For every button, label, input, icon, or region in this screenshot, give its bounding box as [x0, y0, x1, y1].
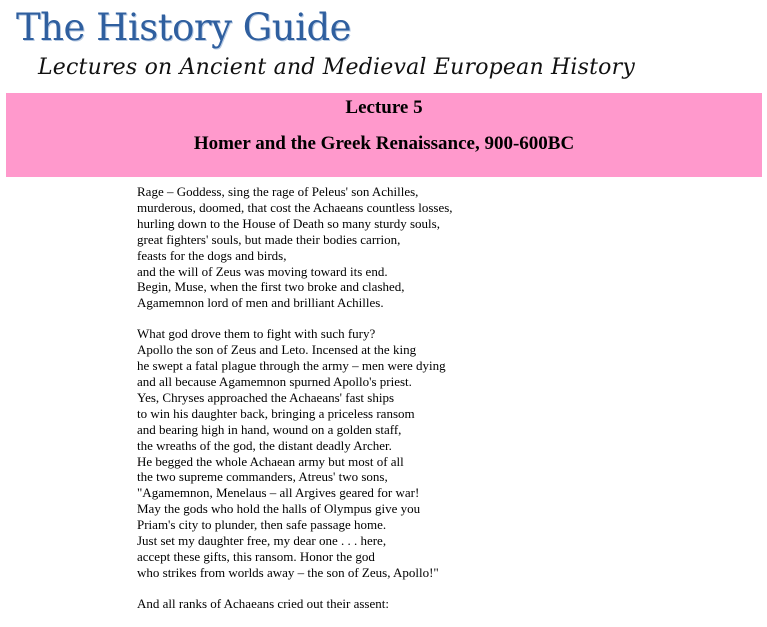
poem-stanza	[137, 326, 557, 581]
poem-line: Rage – Goddess, sing the rage of Peleus' son Achilles,	[137, 184, 419, 199]
lecture-title: Homer and the Greek Renaissance, 900-600BC	[193, 133, 575, 154]
site-subtitle: Lectures on Ancient and Medieval European History	[38, 55, 635, 80]
poem-line: he swept a fatal plague through the army – men were dying	[137, 358, 446, 374]
poem-line: Just set my daughter free, my dear one . . . here,	[137, 533, 387, 549]
lecture-number: Lecture 5	[345, 97, 423, 118]
poem-line: Priam's city to plunder, then safe passage home.	[137, 517, 387, 533]
poem-line: who strikes from worlds away – the son of Zeus, Apollo!"	[137, 564, 439, 580]
poem-line: hurling down to the House of Death so many sturdy souls,	[137, 215, 440, 231]
poem-line: Apollo the son of Zeus and Leto. Incensed at the king	[137, 342, 417, 358]
poem-line: and bearing high in hand, wound on a golden staff,	[137, 421, 402, 437]
poem-line: the wreaths of the god, the distant deadly Archer.	[137, 437, 392, 453]
poem-line: What god drove them to fight with such fury?	[137, 326, 376, 342]
poem-line: "Agamemnon, Menelaus – all Argives geared for war!	[137, 485, 420, 501]
poem-line: Begin, Muse, when the first two broke and clashed,	[137, 279, 405, 295]
site-title: The History Guide	[16, 6, 352, 49]
lecture-banner	[6, 93, 762, 177]
poem-excerpt	[137, 184, 557, 627]
poem-line: the two supreme commanders, Atreus' two sons,	[137, 469, 388, 485]
poem-line: accept these gifts, this ransom. Honor the god	[137, 548, 375, 564]
poem-line: He begged the whole Achaean army but most of all	[137, 453, 404, 469]
poem-line: great fighters' souls, but made their bodies carrion,	[137, 231, 401, 247]
poem-stanza	[137, 596, 557, 612]
poem-line: feasts for the dogs and birds,	[137, 247, 287, 263]
site-logo[interactable]	[16, 4, 635, 90]
poem-line: And all ranks of Achaeans cried out their assent:	[137, 595, 389, 611]
poem-line: May the gods who hold the halls of Olympus give you	[137, 501, 421, 517]
poem-line: Yes, Chryses approached the Achaeans' fast ships	[137, 389, 394, 405]
poem-line: and all because Agamemnon spurned Apollo's priest.	[137, 373, 412, 389]
poem-line: murderous, doomed, that cost the Achaeans countless losses,	[137, 199, 453, 215]
poem-line: to win his daughter back, bringing a priceless ransom	[137, 405, 415, 421]
poem-stanza	[137, 184, 557, 311]
poem-line: Agamemnon lord of men and brilliant Achilles.	[137, 295, 384, 311]
poem-line: and the will of Zeus was moving toward its end.	[137, 263, 388, 279]
